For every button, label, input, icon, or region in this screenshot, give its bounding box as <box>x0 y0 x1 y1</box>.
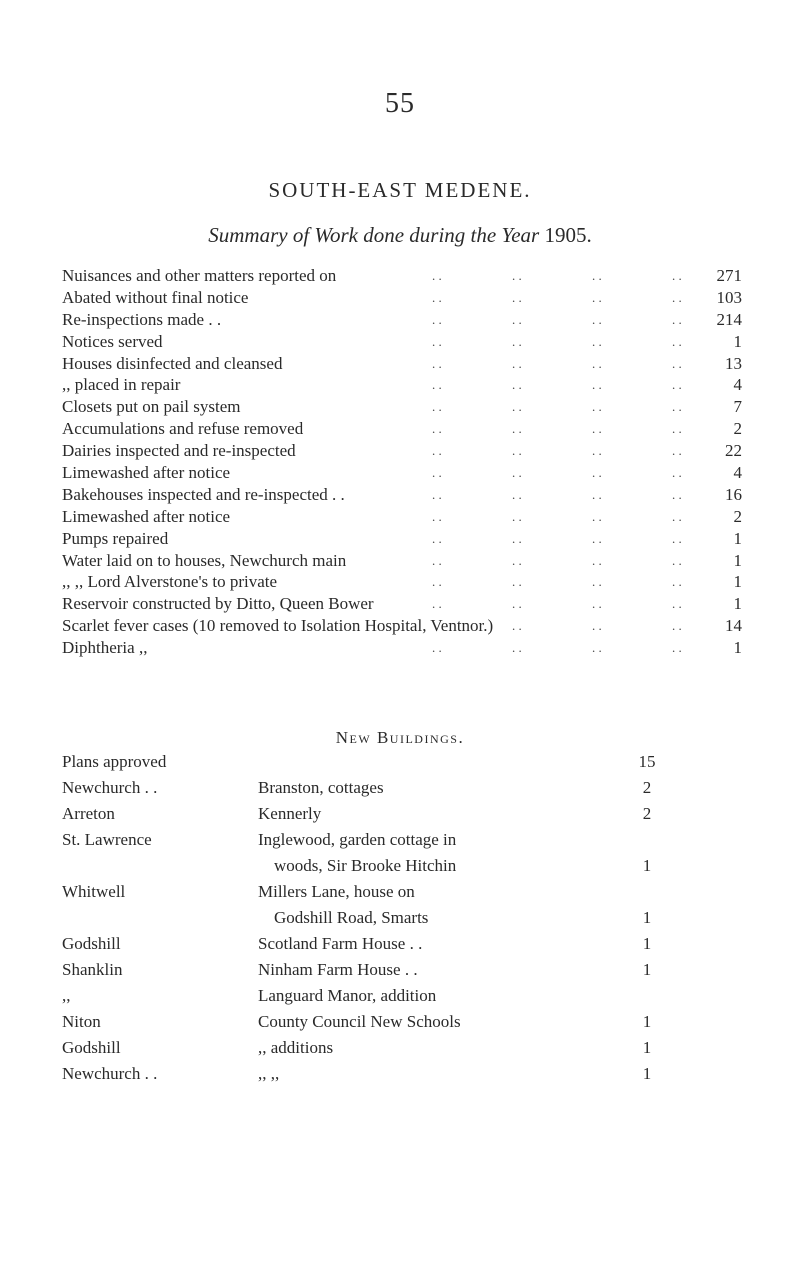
leader-dots: . . <box>432 333 442 349</box>
building-count: 1 <box>642 856 652 875</box>
leader-dots: . . <box>592 289 602 305</box>
leader-dots: . . <box>432 399 442 415</box>
leader-dots: . . <box>672 465 682 481</box>
plans-approved-value: 15 <box>638 752 656 771</box>
leader-dots: . . <box>432 530 442 546</box>
summary-value: 1 <box>733 528 742 548</box>
leader-dots: . . <box>592 333 602 349</box>
summary-value: 16 <box>725 484 742 504</box>
leader-dots: . . <box>592 311 602 327</box>
summary-label: ,, ,, Lord Alverstone's to private <box>62 572 278 592</box>
leader-dots: . . <box>512 399 522 415</box>
page-heading: SOUTH-EAST MEDENE. <box>268 178 532 202</box>
leader-dots: . . <box>432 596 442 612</box>
leader-dots: . . <box>592 552 602 568</box>
leader-dots: . . <box>512 311 522 327</box>
leader-dots: . . <box>512 596 522 612</box>
building-count: 2 <box>642 778 652 797</box>
leader-dots: . . <box>512 377 522 393</box>
summary-label: Diphtheria ,, <box>62 638 148 658</box>
leader-dots: . . <box>512 618 522 634</box>
leader-dots: . . <box>592 465 602 481</box>
building-count: 1 <box>642 934 652 953</box>
building-count: 1 <box>642 1012 652 1031</box>
summary-label: Limewashed after notice <box>62 506 231 526</box>
leader-dots: . . <box>512 443 522 459</box>
summary-row <box>62 287 742 309</box>
leader-dots: . . <box>512 640 522 656</box>
leader-dots: . . <box>432 465 442 481</box>
leader-dots: . . <box>592 574 602 590</box>
building-description: Ninham Farm House . . <box>258 960 418 979</box>
leader-dots: . . <box>672 443 682 459</box>
leader-dots: . . <box>672 574 682 590</box>
leader-dots: . . <box>512 289 522 305</box>
building-place: Whitwell <box>62 882 126 901</box>
building-description: Branston, cottages <box>258 778 384 797</box>
leader-dots: . . <box>512 355 522 371</box>
leader-dots: . . <box>592 421 602 437</box>
building-description-cont: Godshill Road, Smarts <box>274 908 429 927</box>
leader-dots: . . <box>512 508 522 524</box>
leader-dots: . . <box>672 552 682 568</box>
leader-dots: . . <box>672 399 682 415</box>
leader-dots: . . <box>672 640 682 656</box>
summary-row <box>62 506 742 528</box>
summary-row <box>62 396 742 418</box>
leader-dots: . . <box>432 574 442 590</box>
summary-label: Reservoir constructed by Ditto, Queen Bower <box>62 594 374 614</box>
summary-list <box>62 265 742 659</box>
summary-label: Notices served <box>62 331 163 351</box>
new-buildings-title: New Buildings. <box>335 728 465 747</box>
leader-dots: . . <box>672 486 682 502</box>
leader-dots: . . <box>592 508 602 524</box>
summary-value: 1 <box>733 550 742 570</box>
summary-value: 14 <box>725 616 742 636</box>
leader-dots: . . <box>512 465 522 481</box>
summary-label: Pumps repaired <box>62 528 169 548</box>
leader-dots: . . <box>432 377 442 393</box>
leader-dots: . . <box>512 268 522 283</box>
leader-dots: . . <box>512 574 522 590</box>
leader-dots: . . <box>592 268 602 283</box>
leader-dots: . . <box>592 377 602 393</box>
building-place: ,, <box>62 986 71 1005</box>
summary-label: Re-inspections made . . <box>62 309 222 329</box>
summary-row <box>62 637 742 659</box>
summary-label: ,, placed in repair <box>62 375 181 395</box>
summary-row <box>62 593 742 615</box>
leader-dots: . . <box>592 640 602 656</box>
leader-dots: . . <box>512 530 522 546</box>
summary-label: Bakehouses inspected and re-inspected . . <box>62 484 345 504</box>
leader-dots: . . <box>672 530 682 546</box>
leader-dots: . . <box>672 421 682 437</box>
summary-row <box>62 418 742 440</box>
leader-dots: . . <box>512 552 522 568</box>
leader-dots: . . <box>512 333 522 349</box>
building-count: 1 <box>642 1064 652 1083</box>
summary-row <box>62 462 742 484</box>
subheading-text: Summary of Work done during the Year <box>208 223 540 247</box>
building-description: Inglewood, garden cottage in <box>258 830 457 849</box>
summary-value: 1 <box>733 638 742 658</box>
page-number: 55 <box>385 88 415 119</box>
leader-dots: . . <box>592 530 602 546</box>
summary-value: 4 <box>733 375 742 395</box>
summary-value: 7 <box>733 397 742 417</box>
leader-dots: . . <box>672 618 682 634</box>
building-place: Niton <box>62 1012 101 1031</box>
summary-row <box>62 265 742 287</box>
summary-row <box>62 353 742 375</box>
summary-row <box>62 484 742 506</box>
building-description: Kennerly <box>258 804 322 823</box>
leader-dots: . . <box>432 508 442 524</box>
summary-row <box>62 528 742 550</box>
building-description: Millers Lane, house on <box>258 882 415 901</box>
summary-label: Scarlet fever cases (10 removed to Isolation Hospital, Ventnor.) <box>62 616 494 636</box>
building-place: Newchurch . . <box>62 1064 158 1083</box>
leader-dots: . . <box>592 355 602 371</box>
page-subheading <box>0 223 800 248</box>
leader-dots: . . <box>432 486 442 502</box>
summary-value: 22 <box>725 441 742 461</box>
leader-dots: . . <box>672 508 682 524</box>
plans-approved-label: Plans approved <box>62 752 167 771</box>
summary-label: Water laid on to houses, Newchurch main <box>62 550 347 570</box>
subheading-year: 1905. <box>544 223 592 247</box>
leader-dots: . . <box>592 618 602 634</box>
summary-value: 214 <box>716 309 742 329</box>
summary-label: Houses disinfected and cleansed <box>62 353 283 373</box>
summary-row <box>62 309 742 331</box>
summary-value: 2 <box>733 419 742 439</box>
summary-value: 271 <box>716 266 742 285</box>
leader-dots: . . <box>592 443 602 459</box>
summary-value: 103 <box>716 287 742 307</box>
summary-value: 1 <box>733 572 742 592</box>
building-place: St. Lawrence <box>62 830 152 849</box>
summary-label: Nuisances and other matters reported on <box>62 266 337 285</box>
summary-row <box>62 331 742 353</box>
leader-dots: . . <box>432 268 442 283</box>
summary-label: Dairies inspected and re-inspected <box>62 441 296 461</box>
summary-value: 13 <box>725 353 742 373</box>
building-count: 2 <box>642 804 652 823</box>
leader-dots: . . <box>592 486 602 502</box>
summary-label: Abated without final notice <box>62 287 249 307</box>
leader-dots: . . <box>672 311 682 327</box>
leader-dots: . . <box>672 268 682 283</box>
summary-label: Limewashed after notice <box>62 463 231 483</box>
leader-dots: . . <box>672 377 682 393</box>
leader-dots: . . <box>672 289 682 305</box>
summary-value: 2 <box>733 506 742 526</box>
summary-row <box>62 571 742 593</box>
summary-value: 1 <box>733 594 742 614</box>
leader-dots: . . <box>432 289 442 305</box>
leader-dots: . . <box>432 640 442 656</box>
building-count: 1 <box>642 1038 652 1057</box>
building-description: Languard Manor, addition <box>258 986 437 1005</box>
building-place: Arreton <box>62 804 115 823</box>
leader-dots: . . <box>432 552 442 568</box>
building-description: Scotland Farm House . . <box>258 934 423 953</box>
summary-row <box>62 440 742 462</box>
leader-dots: . . <box>432 421 442 437</box>
building-count: 1 <box>642 908 652 927</box>
leader-dots: . . <box>512 421 522 437</box>
leader-dots: . . <box>432 311 442 327</box>
building-place: Godshill <box>62 934 121 953</box>
leader-dots: . . <box>432 443 442 459</box>
building-place: Newchurch . . <box>62 778 158 797</box>
summary-row <box>62 615 742 637</box>
leader-dots: . . <box>672 333 682 349</box>
leader-dots: . . <box>432 355 442 371</box>
building-place: Godshill <box>62 1038 121 1057</box>
building-description: ,, additions <box>258 1038 334 1057</box>
leader-dots: . . <box>592 596 602 612</box>
summary-value: 1 <box>733 331 742 351</box>
leader-dots: . . <box>672 596 682 612</box>
building-description-cont: woods, Sir Brooke Hitchin <box>274 856 457 875</box>
summary-label: Closets put on pail system <box>62 397 241 417</box>
building-count: 1 <box>642 960 652 979</box>
building-description: ,, ,, <box>258 1064 280 1083</box>
leader-dots: . . <box>672 355 682 371</box>
summary-value: 4 <box>733 463 742 483</box>
summary-label: Accumulations and refuse removed <box>62 419 304 439</box>
leader-dots: . . <box>592 399 602 415</box>
building-description: County Council New Schools <box>258 1012 461 1031</box>
building-place: Shanklin <box>62 960 123 979</box>
summary-row <box>62 550 742 572</box>
summary-row <box>62 374 742 396</box>
leader-dots: . . <box>512 486 522 502</box>
